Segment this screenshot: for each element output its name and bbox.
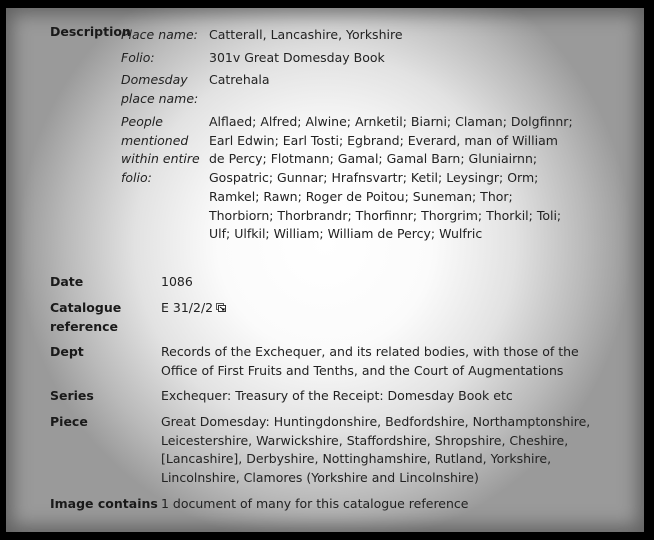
description-label: Description [50, 24, 131, 39]
external-link-icon[interactable] [216, 300, 227, 310]
piece-value: Great Domesday: Huntingdonshire, Bedfordshire, Northamptonshire, Leicestershire, Warwickshire, Staffordshire, Shropshire, Cheshire, [Lancashire], Derbyshire, Nottinghamshire, Rutland, Yorkshire, Lincolnshire, Clamores (Yorkshire and Lincolnshire) [161, 414, 591, 486]
series-value: Exchequer: Treasury of the Receipt: Domesday Book etc [161, 388, 513, 403]
catalogue-reference-link[interactable]: E 31/2/2 [161, 300, 214, 315]
image-contains-label: Image contains [50, 496, 158, 511]
people-label: People mentioned within entire folio: [121, 114, 200, 186]
domesday-place-value: Catrehala [209, 72, 270, 87]
place-name-label: Place name: [121, 27, 198, 42]
folio-value: 301v Great Domesday Book [209, 50, 385, 65]
domesday-place-label: Domesday place name: [121, 72, 199, 106]
catalogue-label: Catalogue reference [50, 300, 122, 334]
date-value: 1086 [161, 274, 193, 289]
image-contains-value: 1 document of many for this catalogue reference [161, 496, 469, 511]
piece-label: Piece [50, 414, 88, 429]
dept-label: Dept [50, 344, 84, 359]
dept-value: Records of the Exchequer, and its related bodies, with those of the Office of First Fruits and Tenths, and the Court of Augmentations [161, 344, 579, 378]
series-label: Series [50, 388, 94, 403]
folio-label: Folio: [121, 50, 155, 65]
place-name-value: Catterall, Lancashire, Yorkshire [209, 27, 403, 42]
catalogue-value [161, 299, 616, 318]
people-value: Alflaed; Alfred; Alwine; Arnketil; Biarni; Claman; Dolgfinnr; Earl Edwin; Earl Tosti; Egbrand; Everard, man of William de Percy; Flotmann; Gamal; Gamal Barn; Gluniairnn; Gospatric; Gunnar; Hrafnsvartr; Ketil; Leysingr; Orm; Ramkel; Rawn; Roger de Poitou; Suneman; Thor; Thorbiorn; Thorbrandr; Thorfinnr; Thorgrim; Thorkil; Toli; Ulf; Ulfkil; William; William de Percy; Wulfric [209, 114, 573, 242]
date-label: Date [50, 274, 84, 289]
record-panel [6, 8, 644, 532]
